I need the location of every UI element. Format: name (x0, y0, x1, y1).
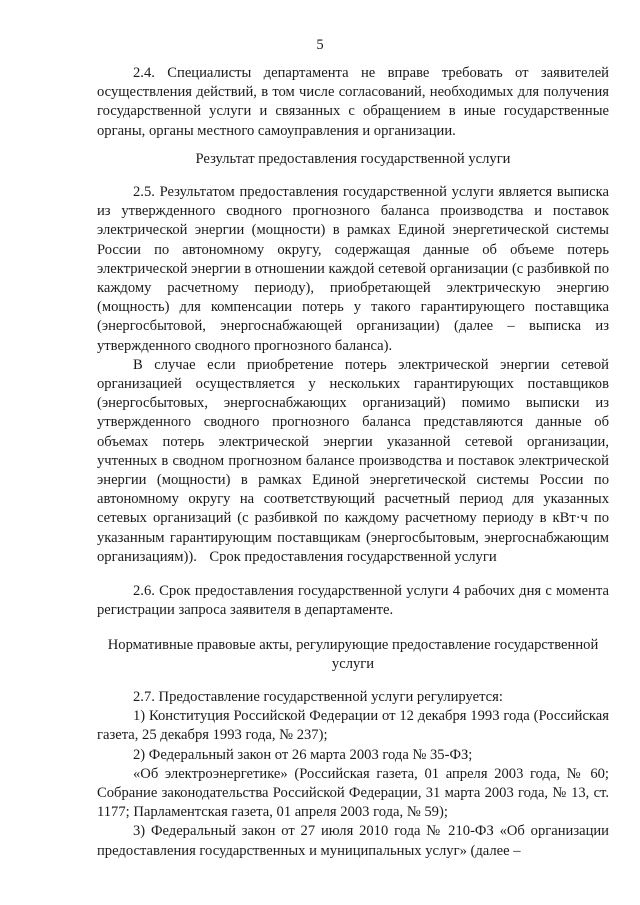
section-heading-term: Срок предоставления государственной услуги (209, 549, 497, 565)
paragraph-2-7: 2.7. Предоставление государственной услуги регулируется: 1) Конституция Российской Федерации от 12 декабря 1993 года (Российская газета, 25 декабря 1993 года, № 237); 2) Федеральный закон от 26 марта 2003 года № 35-ФЗ; «Об электроэнергетике» (Российская газета, 01 апреля 2003 года, № 60; Собрание законодательства Российской Федерации, 31 марта 2003 года, № 13, ст. 1177; Парламентская газета, 01 апреля 2003 года, № 59); 3) Федеральный закон от 27 июля 2010 года № 210-ФЗ «Об организации предоставления государственных и муниципальных услуг» (далее – (97, 688, 609, 861)
section-heading-result: Результат предоставления государственной услуги (195, 151, 511, 167)
paragraph-2-5: 2.5. Результатом предоставления государственной услуги является выписка из утвержденного сводного прогнозного баланса производства и поставок электрической энергии (мощности) в рамках Единой энергетической системы России по автономному округу, содержащая данные об объеме потерь электрической энергии в отношении каждой сетевой организации (с разбивкой по каждому расчетному периоду), приобретающей электрическую энергию (мощность) для компенсации потерь у такого гарантирующего поставщика (энергосбытовой, энергоснабжающей организации) (далее – выписка из утвержденного сводного прогнозного баланса). В случае если приобретение потерь электрической энергии сетевой организацией осуществляется у нескольких гарантирующих поставщиков (энергосбытовых, энергоснабжающих организаций) помимо выписки из утвержденного сводного прогнозного баланса представляются данные об объемах потерь электрической энергии указанной сетевой организации, учтенных в сводном прогнозном балансе производства и поставок электрической энергии (мощности) в рамках Единой энергетической системы России по автономному округу на соответствующий расчетный период для указанных сетевых организаций (с разбивкой по каждому расчетному периоду в кВт·ч по указанным гарантирующим поставщикам (энергосбытовым, энергоснабжающим организациям)). (97, 183, 609, 567)
paragraph-2-4 (97, 64, 609, 141)
list-item-federal-law-35: 2) Федеральный закон от 26 марта 2003 года № 35-ФЗ; (133, 746, 473, 763)
page-number: 5 (316, 37, 324, 53)
paragraph-text: 2.4. Специалисты департамента не вправе требовать от заявителей осуществления действий, в том числе согласований, необходимых для получения государственной услуги и связанных с обращением в иные государственные органы, органы местного самоуправления и организации. (97, 65, 609, 139)
section-heading-legal-acts: Нормативные правовые акты, регулирующие предоставление государственной услуги (107, 637, 599, 673)
paragraph-2-6: 2.6. Срок предоставления государственной услуги 4 рабочих дня с момента регистрации запроса заявителя в департаменте. (97, 583, 609, 619)
list-item-electroenergetics: «Об электроэнергетике» (Российская газета, 01 апреля 2003 года, № 60; Собрание законодательства Российской Федерации, 31 марта 2003 года, № 13, ст. 1177; Парламентская газета, 01 апреля 2003 года, № 59); (97, 765, 609, 821)
list-item-constitution: 1) Конституция Российской Федерации от 12 декабря 1993 года (Российская газета, 25 декабря 1993 года, № 237); (97, 708, 609, 744)
paragraph-2-5-continued: В случае если приобретение потерь электрической энергии сетевой организацией осуществляется у нескольких гарантирующих поставщиков (энергосбытовых, энергоснабжающих организаций) помимо выписки из утвержденного сводного прогнозного баланса представляются данные об объемах потерь электрической энергии указанной сетевой организации, учтенных в сводном прогнозном балансе производства и поставок электрической энергии (мощности) в рамках Единой энергетической системы России по автономному округу на соответствующий расчетный период для указанных сетевых организаций (с разбивкой по каждому расчетному периоду в кВт·ч по указанным гарантирующим поставщикам (энергосбытовым, энергоснабжающим организациям)). (97, 356, 609, 565)
list-item-federal-law-210: 3) Федеральный закон от 27 июля 2010 года № 210-ФЗ «Об организации предоставления государственных и муниципальных услуг» (далее – (97, 823, 609, 859)
